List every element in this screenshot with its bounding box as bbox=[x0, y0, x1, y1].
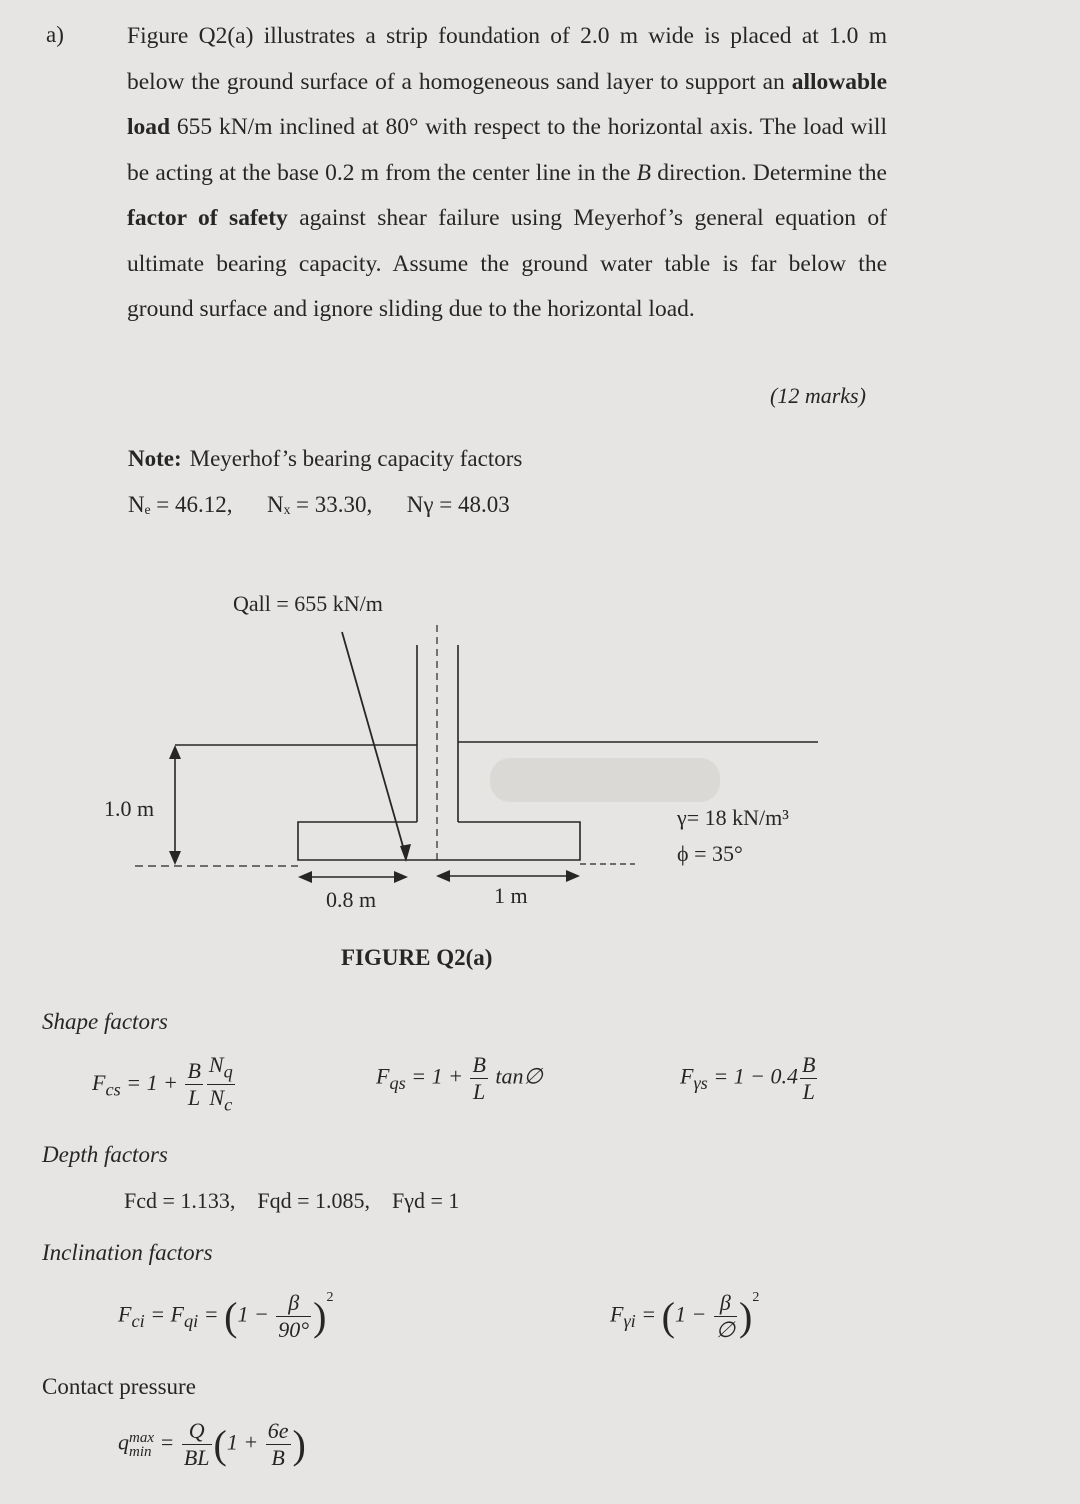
dim-right-arrow-a bbox=[436, 870, 450, 882]
ngamma-factor: Nγ = 48.03 bbox=[406, 492, 510, 517]
bearing-factors bbox=[128, 492, 510, 518]
depth-factors-title: Depth factors bbox=[42, 1142, 168, 1167]
dim-right-arrow-b bbox=[566, 870, 580, 882]
fci-fqi-equation: $F_{ci} = F_{qi} = (1$ − $\frac{\beta}{90^\circ}$ )$^2$ bbox=[118, 1290, 334, 1342]
dim-left-label: 0.8 m bbox=[326, 887, 377, 912]
marks-label: (12 marks) bbox=[770, 383, 866, 408]
contact-pressure-equation: q max min = $\frac{Q}{BL}$ (1 + $\frac{6e}{B}$ ) bbox=[118, 1418, 306, 1470]
load-label: Qall = 655 kN/m bbox=[233, 591, 383, 616]
note-label: Note: bbox=[128, 446, 182, 471]
sand-texture bbox=[490, 758, 720, 802]
fyi-equation: $F_{\gamma i} = (1$ − $\frac{\beta}{\emptyset}$ )$^2$ bbox=[610, 1290, 760, 1342]
fqs-equation: $F_{qs} = 1$ + $\frac{B}{L}$ tan∅ bbox=[376, 1052, 543, 1104]
note-line bbox=[128, 446, 522, 472]
question-label: a) bbox=[46, 22, 64, 47]
dim-left-arrow-a bbox=[298, 871, 312, 883]
phi-label: ϕ = 35° bbox=[677, 841, 743, 866]
depth-label: 1.0 m bbox=[104, 796, 155, 821]
nq-factor: Nₓ = 33.30, bbox=[266, 492, 373, 517]
shape-factors-title: Shape factors bbox=[42, 1009, 168, 1034]
nc-factor: Nₑ = 46.12, bbox=[128, 492, 233, 517]
figure-caption: FIGURE Q2(a) bbox=[341, 945, 493, 970]
depth-factor-values: Fcd = 1.133, Fqd = 1.085, Fγd = 1 bbox=[124, 1188, 460, 1213]
contact-pressure-title: Contact pressure bbox=[42, 1374, 196, 1399]
fcs-equation: $F_{cs} = 1$ + $\frac{B}{L}$ $\frac{N_q}{N_c}$ bbox=[92, 1052, 233, 1115]
footing bbox=[298, 822, 580, 860]
depth-arrow-bottom bbox=[169, 851, 181, 865]
dim-right-label: 1 m bbox=[494, 883, 528, 908]
note-text: Meyerhof’s bearing capacity factors bbox=[189, 446, 523, 471]
depth-arrow-top bbox=[169, 745, 181, 759]
question-text: Figure Q2(a) illustrates a strip foundation of 2.0 m wide is placed at 1.0 m below the ground surface of a homogeneous sand layer to support an allowable load 655 kN/m inclined at 80° with respect to the horizontal axis. The load will be acting at the base 0.2 m from the center line in the B direction. Determine the factor of safety against shear failure using Meyerhof’s general equation of ultimate bearing capacity. Assume the ground water table is far below the ground surface and ignore sliding due to the horizontal load. bbox=[127, 23, 887, 322]
foundation-figure bbox=[0, 570, 1080, 990]
fys-equation: $F_{\gamma s} = 1 - 0.4$ $\frac{B}{L}$ bbox=[680, 1052, 816, 1104]
dim-left-arrow-b bbox=[394, 871, 408, 883]
inclination-factors-title: Inclination factors bbox=[42, 1240, 213, 1265]
gamma-label: γ= 18 kN/m³ bbox=[677, 805, 789, 830]
